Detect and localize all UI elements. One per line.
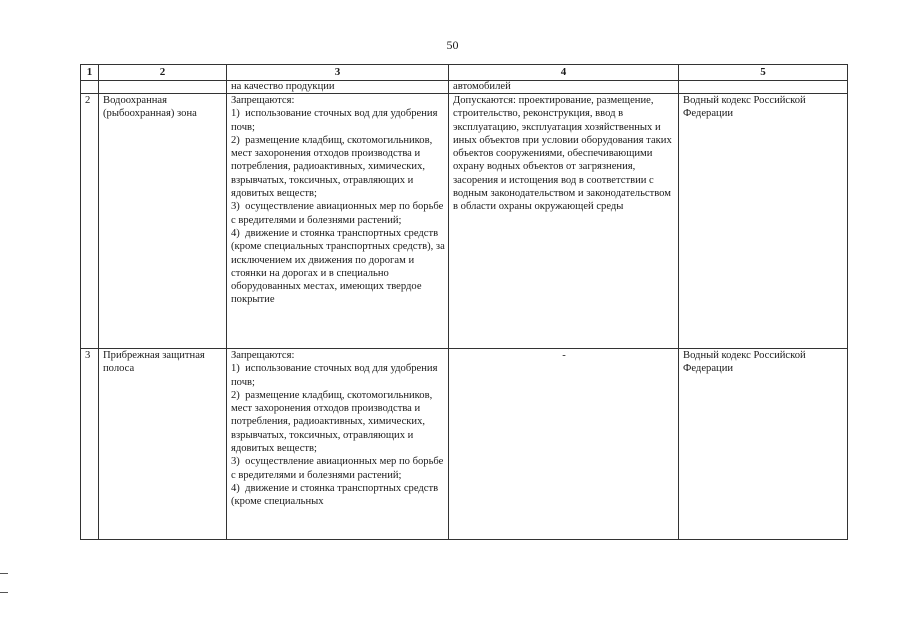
header-col-2: 2 (99, 65, 227, 81)
legal-basis-cell: Водный кодекс Российской Федерации (679, 349, 848, 540)
table-row (81, 349, 848, 540)
zone-name: Водоохранная (рыбоохранная) зона (99, 94, 227, 349)
zone-name: Прибрежная защитная полоса (99, 349, 227, 540)
scan-margin-mark (0, 592, 8, 593)
restrictions-title: Запрещаются: (231, 95, 295, 106)
row-number: 2 (81, 94, 99, 349)
restriction-item: 1) использование сточных вод для удобрения почв; (231, 363, 441, 388)
restriction-item: 2) размещение кладбищ, скотомогильников, мест захоронения отходов производства и потребления, радиоактивных, химических, взрывчатых, токсичных, отравляющих и ядовитых веществ; (231, 389, 435, 455)
restriction-item: 3) осуществление авиационных мер по борьбе с вредителями и болезнями растений; (231, 456, 447, 481)
restrictions-cell (227, 94, 449, 349)
restriction-item: 2) размещение кладбищ, скотомогильников, мест захоронения отходов производства и потребления, радиоактивных, химических, взрывчатых, токсичных, отравляющих и ядовитых веществ; (231, 134, 435, 200)
continuation-row (81, 81, 848, 94)
restriction-item: 1) использование сточных вод для удобрения почв; (231, 108, 441, 133)
permitted-cell: Допускаются: проектирование, размещение, строительство, реконструкция, ввод в эксплуатацию, эксплуатация хозяйственных и иных объектов при условии оборудования таких объектов сооружениями, обеспечивающими охрану водных объектов от загрязнения, засорения и истощения вод в соответствии с водным законодательством и законодательством в области охраны окружающей среды (449, 94, 679, 349)
cont-col-2 (99, 81, 227, 94)
cont-col-1 (81, 81, 99, 94)
restriction-item: 4) движение и стоянка транспортных средств (кроме специальных (231, 482, 441, 508)
page-number: 50 (446, 38, 459, 52)
restrictions-cell (227, 349, 449, 540)
regulation-table (80, 64, 848, 540)
restriction-item: 3) осуществление авиационных мер по борьбе с вредителями и болезнями растений; (231, 201, 447, 226)
header-col-1: 1 (81, 65, 99, 81)
restriction-item: 4) движение и стоянка транспортных средств (кроме специальных транспортных средств), за исключением их движения по дорогам и стоянки на дорогах и в специально оборудованных местах, имеющих твердое покрытие (231, 227, 448, 306)
permitted-cell: - (449, 349, 679, 540)
header-col-3: 3 (227, 65, 449, 81)
legal-basis-cell: Водный кодекс Российской Федерации (679, 94, 848, 349)
scan-margin-mark (0, 573, 8, 574)
header-row (81, 65, 848, 81)
restrictions-title: Запрещаются: (231, 350, 295, 361)
cont-col-4: автомобилей (449, 81, 679, 94)
table-row (81, 94, 848, 349)
cont-col-5 (679, 81, 848, 94)
row-number: 3 (81, 349, 99, 540)
cont-col-3: на качество продукции (227, 81, 449, 94)
header-col-5: 5 (679, 65, 848, 81)
header-col-4: 4 (449, 65, 679, 81)
